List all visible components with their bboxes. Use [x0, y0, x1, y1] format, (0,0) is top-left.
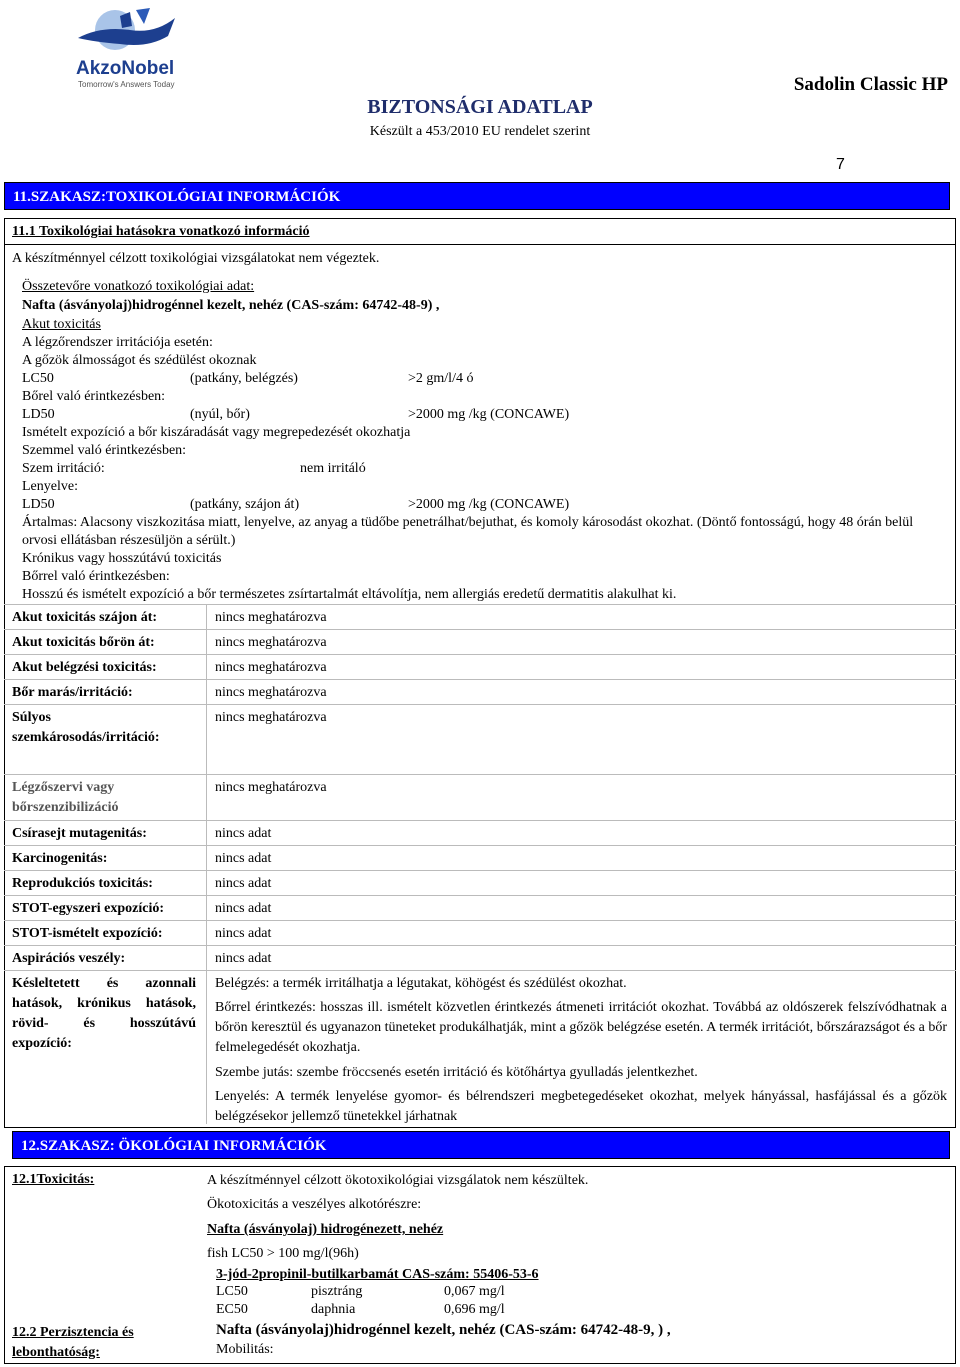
toxicity-label: 12.1Toxicitás:	[12, 1172, 95, 1187]
divider	[4, 604, 956, 605]
naphtha-substance: Nafta (ásványolaj)hidrogénnel kezelt, nehéz (CAS-szám: 64742-48-9, ) ,	[216, 1322, 671, 1338]
ld50-oral-row: LD50 (patkány, szájon át) >2000 mg /kg (CONCAWE)	[22, 497, 570, 512]
subsection-11-1-title: 11.1 Toxikológiai hatásokra vonatkozó információ	[12, 224, 310, 239]
row-value: nincs adat	[215, 901, 272, 916]
acute-toxicity-heading: Akut toxicitás	[22, 317, 101, 332]
lc50-row: LC50 (patkány, belégzés) >2 gm/l/4 ó	[22, 371, 474, 386]
row-value: nincs meghatározva	[215, 780, 327, 795]
long-term-effects: Hosszú és ismételt expozíció a bőr természetes zsírtartalmát eltávolítja, nem allergiás eredetű dermatitis alakulhat ki.	[22, 587, 677, 602]
logo-tagline: Tomorrow's Answers Today	[78, 80, 175, 89]
divider	[4, 970, 956, 971]
mobility-label: Mobilitás:	[216, 1342, 274, 1357]
eye-contact: Szemmel való érintkezésben:	[22, 443, 187, 458]
row-label: STOT-egyszeri expozíció:	[12, 901, 165, 916]
delayed-effects-label: Késleltetett és azonnali hatások, krónikus hatások, rövid- és hosszútávú expozíció:	[12, 976, 196, 1051]
row-value: nincs adat	[215, 826, 272, 841]
row-label: STOT-ismételt expozíció:	[12, 926, 163, 941]
ld50-skin-row: LD50 (nyúl, bőr) >2000 mg /kg (CONCAWE)	[22, 407, 570, 422]
section-11-title: 11.SZAKASZ:TOXIKOLÓGIAI INFORMÁCIÓK	[13, 189, 341, 205]
divider	[4, 654, 956, 655]
akzonobel-logo	[60, 8, 190, 93]
detail-paragraph: Szembe jutás: szembe fröccsenés esetén irritáció és kötőhártya gyulladás jelentkezhet.	[215, 1065, 698, 1080]
row-label: Bőr marás/irritáció:	[12, 685, 133, 700]
logo-wordmark: AkzoNobel	[76, 58, 175, 79]
intro-text: A készítménnyel célzott toxikológiai vizsgálatokat nem végeztek.	[12, 251, 380, 266]
divider	[4, 629, 956, 630]
lc50-row: LC50 pisztráng 0,067 mg/l	[216, 1284, 505, 1299]
row-value: nincs adat	[215, 851, 272, 866]
eco-components: Ökotoxicitás a veszélyes alkotórészre:	[207, 1197, 422, 1212]
row-label: Akut toxicitás szájon át:	[12, 610, 158, 625]
skin-contact-2: Bőrrel való érintkezésben:	[22, 569, 170, 584]
divider	[4, 820, 956, 821]
product-name: Sadolin Classic HP	[793, 74, 948, 95]
substance-name: Nafta (ásványolaj)hidrogénnel kezelt, nehéz (CAS-szám: 64742-48-9) ,	[22, 298, 440, 313]
divider	[4, 244, 956, 245]
vapour-effects: A gőzök álmosságot és szédülést okoznak	[22, 353, 257, 368]
divider	[4, 895, 956, 896]
skin-contact: Bőrel való érintkezésben:	[22, 389, 166, 404]
respiratory-irritation: A légzőrendszer irritációja esetén:	[22, 335, 213, 350]
repeated-exposure: Ismételt expozíció a bőr kiszáradását vagy megrepedezését okozhatja	[22, 425, 411, 440]
section-12-title: 12.SZAKASZ: ÖKOLÓGIAI INFORMÁCIÓK	[21, 1138, 327, 1154]
row-value: nincs meghatározva	[215, 635, 327, 650]
section-12-bar	[12, 1131, 950, 1159]
divider	[4, 920, 956, 921]
detail-paragraph: Belégzés: a termék irritálhatja a légutakat, köhögést és szédülést okozhat.	[215, 976, 627, 991]
ingestion: Lenyelve:	[22, 479, 78, 494]
divider	[4, 870, 956, 871]
document-title: BIZTONSÁGI ADATLAP	[367, 96, 593, 118]
divider	[4, 945, 956, 946]
row-value: nincs meghatározva	[215, 685, 327, 700]
eye-irritation-row: Szem irritáció: nem irritáló	[22, 461, 366, 476]
divider	[4, 679, 956, 680]
row-value: nincs adat	[215, 876, 272, 891]
divider	[4, 774, 956, 775]
iodo-compound: 3-jód-2propinil-butilkarbamát CAS-szám: 55406-53-6	[216, 1267, 539, 1282]
ec50-row: EC50 daphnia 0,696 mg/l	[216, 1302, 505, 1317]
composition-heading: Összetevőre vonatkozó toxikológiai adat:	[22, 279, 255, 294]
row-label: Légzőszervi vagy bőrszenzibilizáció	[12, 780, 119, 815]
row-value: nincs adat	[215, 926, 272, 941]
section-11-bar	[4, 182, 950, 210]
row-label: Súlyos szemkárosodás/irritáció:	[12, 710, 160, 745]
row-label: Csírasejt mutagenitás:	[12, 826, 147, 841]
page-number: 7	[836, 156, 845, 173]
row-value: nincs meghatározva	[215, 610, 327, 625]
naphtha-name: Nafta (ásványolaj) hidrogénezett, nehéz	[207, 1222, 444, 1237]
row-label: Akut belégzési toxicitás:	[12, 660, 157, 675]
divider	[4, 845, 956, 846]
row-label: Aspirációs veszély:	[12, 951, 126, 966]
detail-paragraph: Bőrrel érintkezés: hosszas ill. ismételt közvetlen érintkezés átmeneti irritációt okozhat. Továbbá az oldószerek felszívódhatnak a bőrön keresztül és ugyanazon tüneteket produkálhatják, mint a gőzök belégzése esetén. A termék irritációt, bőrszárazságot és a bőr felmelegedését okozhatja.	[215, 1000, 947, 1055]
persistence-label: 12.2 Perzisztencia és lebonthatóság:	[12, 1325, 134, 1360]
document-subtitle: Készült a 453/2010 EU rendelet szerint	[369, 124, 591, 139]
row-value: nincs meghatározva	[215, 710, 327, 725]
row-label: Karcinogenitás:	[12, 851, 108, 866]
row-label: Akut toxicitás bőrön át:	[12, 635, 155, 650]
row-label: Reprodukciós toxicitás:	[12, 876, 153, 891]
row-value: nincs meghatározva	[215, 660, 327, 675]
column-divider	[206, 604, 207, 1124]
fish-lc50: fish LC50 > 100 mg/l(96h)	[207, 1246, 359, 1261]
row-value: nincs adat	[215, 951, 272, 966]
divider	[4, 704, 956, 705]
chronic-heading: Krónikus vagy hosszútávú toxicitás	[22, 551, 222, 566]
harmful-text: Ártalmas: Alacsony viszkozitása miatt, lenyelve, az anyag a tüdőbe penetrálhat/bejuthat, és komoly károsodást okozhat. (Döntő fontosságú, hogy 48 órán belül orvosi ellátásban részesüljön a sérült.)	[22, 515, 914, 548]
eco-intro: A készítménnyel célzott ökotoxikológiai vizsgálatok nem készültek.	[207, 1173, 589, 1188]
detail-paragraph: Lenyelés: A termék lenyelése gyomor- és bélrendszeri megbetegedéseket okozhat, melyek hányással, hasfájással és a gőzök belégzésekor jellemző tünetekkel járhatnak	[215, 1089, 947, 1124]
